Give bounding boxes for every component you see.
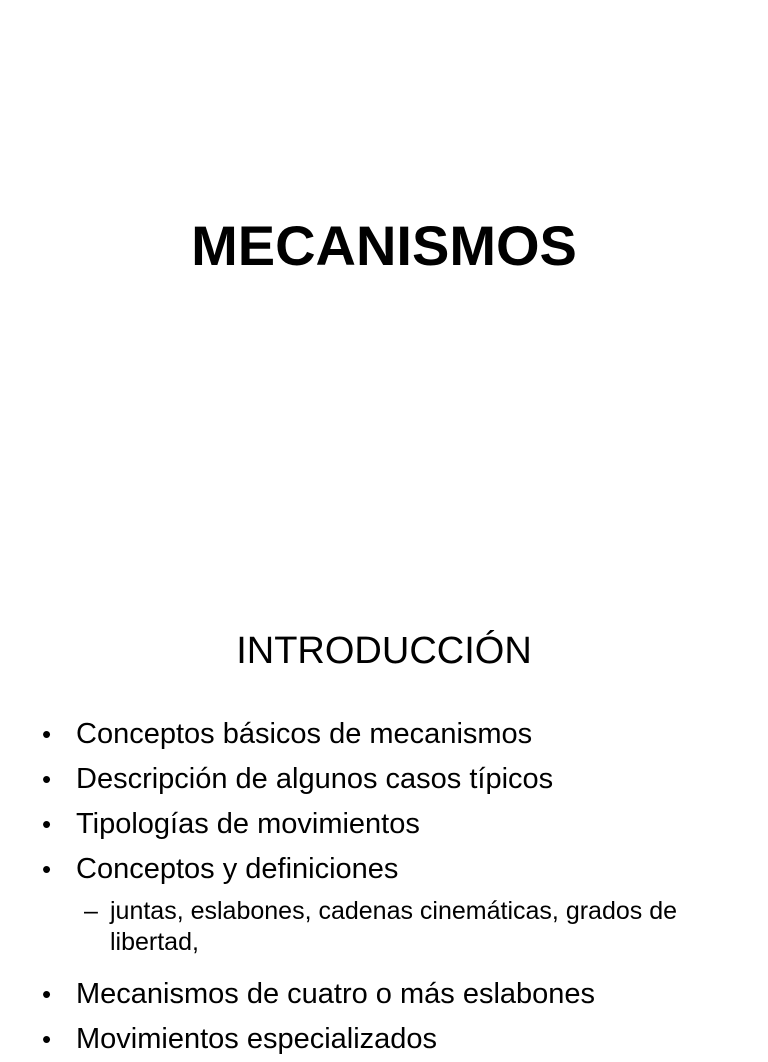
intro-slide bbox=[0, 576, 768, 1055]
bullet-text: Conceptos y definiciones bbox=[76, 853, 399, 885]
bullet-list bbox=[42, 712, 742, 1062]
bullet-item bbox=[42, 802, 742, 847]
sub-bullet-item bbox=[42, 896, 740, 958]
bullet-text: Descripción de algunos casos típicos bbox=[76, 763, 554, 795]
bullet-text: Conceptos básicos de mecanismos bbox=[76, 718, 533, 750]
bullet-icon: • bbox=[42, 719, 52, 749]
bullet-item bbox=[42, 712, 742, 757]
bullet-text: Movimientos especializados bbox=[76, 1023, 438, 1055]
bullet-text: Mecanismos de cuatro o más eslabones bbox=[76, 978, 596, 1010]
slide-heading: INTRODUCCIÓN bbox=[236, 630, 532, 672]
bullet-text: Tipologías de movimientos bbox=[76, 808, 420, 840]
bullet-icon: • bbox=[42, 1024, 52, 1054]
dash-icon: – bbox=[84, 897, 98, 925]
bullet-item bbox=[42, 847, 742, 892]
slide-title: MECANISMOS bbox=[191, 214, 577, 277]
bullet-item bbox=[42, 757, 742, 802]
bullet-icon: • bbox=[42, 809, 52, 839]
bullet-icon: • bbox=[42, 979, 52, 1009]
sub-bullet-text: juntas, eslabones, cadenas cinemáticas, grados de libertad, bbox=[110, 897, 678, 956]
bullet-icon: • bbox=[42, 764, 52, 794]
bullet-item bbox=[42, 1017, 742, 1062]
bullet-item bbox=[42, 972, 742, 1017]
bullet-icon: • bbox=[42, 854, 52, 884]
